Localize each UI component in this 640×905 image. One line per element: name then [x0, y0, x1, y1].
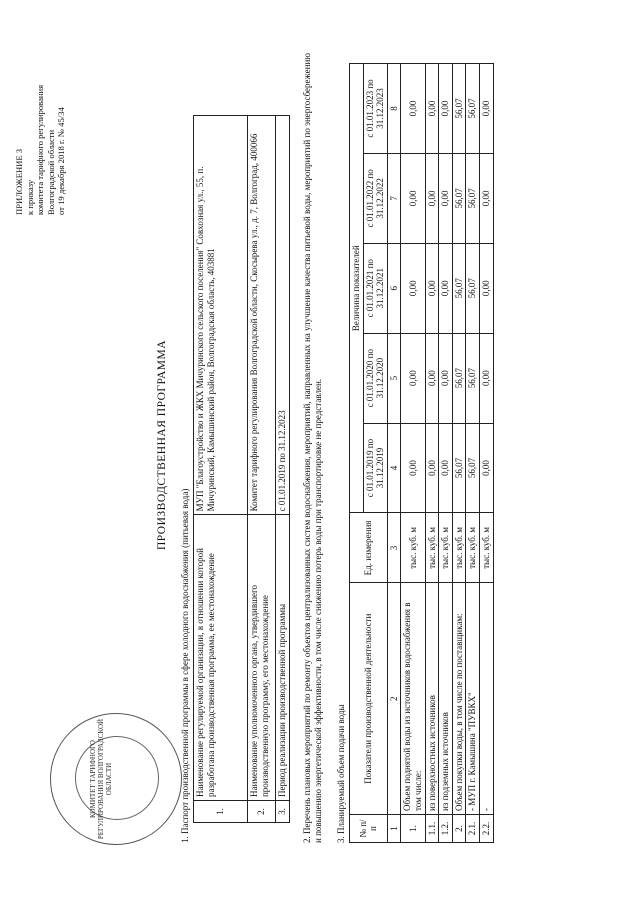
- row-value: 0,00: [425, 64, 439, 154]
- row-num: 2.1.: [466, 815, 480, 843]
- passport-value: Комитет тарифного регулирования Волгоградской области, Скосырева ул., д. 7, Волгоград, 400066: [248, 116, 276, 515]
- row-value: 0,00: [479, 333, 493, 423]
- section-2-paragraph: 2. Перечень плановых мероприятий по ремонту объектов централизованных систем водоснабжения, мероприятий, направленных на улучшение качества питьевой воды, мероприятий по энергосбережению и повышению энергетической эффективности, в том числе снижению потерь воды при транспортировке не представлен.: [302, 53, 323, 843]
- header-num: № п/п: [350, 815, 388, 843]
- passport-value: МУП "Благоустройство и ЖКХ Мичуринского сельского поселения" Совхозная ул., 55, п. Мичуринский, Камышинский район, Волгоградская область, 403881: [194, 116, 248, 515]
- row-value: 0,00: [425, 153, 439, 243]
- header-period: с 01.01.2022 по 31.12.2022: [363, 153, 387, 243]
- passport-label: Наименование регулируемой организации, в отношении которой разработана производственная программа, ее местонахождение: [194, 515, 248, 801]
- table-header-row: [350, 64, 364, 843]
- header-period: с 01.01.2020 по 31.12.2020: [363, 333, 387, 423]
- row-value: 0,00: [401, 153, 425, 243]
- passport-num: 3.: [276, 801, 290, 823]
- row-value: 0,00: [425, 333, 439, 423]
- row-value: 0,00: [425, 423, 439, 513]
- col-number: 4: [387, 423, 401, 513]
- table-row: [425, 64, 439, 843]
- page-title: ПРОИЗВОДСТВЕННАЯ ПРОГРАММА: [156, 339, 168, 551]
- row-label: - МУП г. Камышина "ПУВКХ": [466, 583, 480, 815]
- row-value: 0,00: [439, 333, 453, 423]
- appendix-line-3: комитета тарифного регулирования: [35, 84, 45, 215]
- row-value: 56,07: [466, 153, 480, 243]
- row-value: 0,00: [439, 423, 453, 513]
- header-group: Величина показателей: [350, 64, 364, 513]
- passport-row: [248, 116, 276, 823]
- header-period: с 01.01.2021 по 31.12.2021: [363, 243, 387, 333]
- passport-label: Наименование уполномоченного органа, утвердившего производственную программу, его местонахождение: [248, 515, 276, 801]
- table-row: [401, 64, 425, 843]
- row-value: 0,00: [479, 153, 493, 243]
- row-label: из подземных источников: [439, 583, 453, 815]
- row-value: 56,07: [466, 64, 480, 154]
- water-supply-table: [349, 63, 494, 843]
- row-value: 0,00: [425, 243, 439, 333]
- row-value: 56,07: [452, 243, 466, 333]
- column-numbers-row: [387, 64, 401, 843]
- row-num: 2.2.: [479, 815, 493, 843]
- row-value: 0,00: [401, 333, 425, 423]
- passport-row: [194, 116, 248, 823]
- header-period: с 01.01.2019 по 31.12.2019: [363, 423, 387, 513]
- row-unit: тыс. куб. м: [439, 513, 453, 583]
- header-period: с 01.01.2023 по 31.12.2023: [363, 64, 387, 154]
- col-number: 7: [387, 153, 401, 243]
- appendix-line-1: ПРИЛОЖЕНИЕ 3: [14, 148, 24, 215]
- row-label: из поверхностных источников: [425, 583, 439, 815]
- row-label: Объем поднятой воды из источников водоснабжения в том числе:: [401, 583, 425, 815]
- row-value: 0,00: [401, 243, 425, 333]
- row-value: 56,07: [452, 153, 466, 243]
- appendix-line-2: к приказу: [24, 179, 35, 215]
- passport-label: Период реализации производственной программы: [276, 515, 290, 801]
- col-number: 6: [387, 243, 401, 333]
- table-row: [439, 64, 453, 843]
- row-value: 56,07: [452, 333, 466, 423]
- row-value: 56,07: [452, 64, 466, 154]
- row-unit: тыс. куб. м: [466, 513, 480, 583]
- col-number: 3: [387, 513, 401, 583]
- col-number: 1: [387, 815, 401, 843]
- table-body: [401, 64, 493, 843]
- row-unit: тыс. куб. м: [425, 513, 439, 583]
- header-indicator: Показатели производственной деятельности: [350, 583, 388, 815]
- row-value: 56,07: [466, 243, 480, 333]
- passport-table: [193, 115, 290, 823]
- col-number: 5: [387, 333, 401, 423]
- seal-center-text: КОМИТЕТ ТАРИФНОГО РЕГУЛИРОВАНИЯ ВОЛГОГРАДСКОЙ ОБЛАСТИ: [89, 718, 113, 840]
- passport-num: 2.: [248, 801, 276, 823]
- section-3-heading: 3. Планируемый объем подачи воды: [336, 704, 346, 843]
- row-num: 1.1.: [425, 815, 439, 843]
- col-number: 2: [387, 583, 401, 815]
- row-label: -: [479, 583, 493, 815]
- row-value: 0,00: [479, 64, 493, 154]
- table-row: [452, 64, 466, 843]
- row-value: 0,00: [439, 243, 453, 333]
- section-1-heading: 1. Паспорт производственной программы в сфере холодного водоснабжения (питьевая вода): [180, 488, 190, 843]
- row-unit: тыс. куб. м: [479, 513, 493, 583]
- col-number: 8: [387, 64, 401, 154]
- appendix-line-5: от 19 декабря 2018 г. № 45/34: [56, 107, 66, 215]
- row-value: 0,00: [439, 153, 453, 243]
- table-row: [466, 64, 480, 843]
- row-unit: тыс. куб. м: [401, 513, 425, 583]
- header-unit: Ед. измерения: [350, 513, 388, 583]
- table-row: [479, 64, 493, 843]
- appendix-line-4: Волгоградской области: [45, 129, 56, 215]
- passport-row: [276, 116, 290, 823]
- row-value: 56,07: [466, 333, 480, 423]
- row-label: Объем покупки воды, в том числе по поставщикам:: [452, 583, 466, 815]
- row-value: 0,00: [401, 64, 425, 154]
- row-value: 0,00: [401, 423, 425, 513]
- row-unit: тыс. куб. м: [452, 513, 466, 583]
- row-num: 1.: [401, 815, 425, 843]
- passport-num: 1.: [194, 801, 248, 823]
- passport-value: с 01.01.2019 по 31.12.2023: [276, 116, 290, 515]
- appendix-block: [14, 15, 67, 215]
- row-value: 56,07: [466, 423, 480, 513]
- row-num: 1.2.: [439, 815, 453, 843]
- official-seal: [50, 713, 182, 845]
- seal-inner-ring: [75, 736, 159, 820]
- row-num: 2.: [452, 815, 466, 843]
- row-value: 0,00: [479, 423, 493, 513]
- row-value: 56,07: [452, 423, 466, 513]
- row-value: 0,00: [479, 243, 493, 333]
- row-value: 0,00: [439, 64, 453, 154]
